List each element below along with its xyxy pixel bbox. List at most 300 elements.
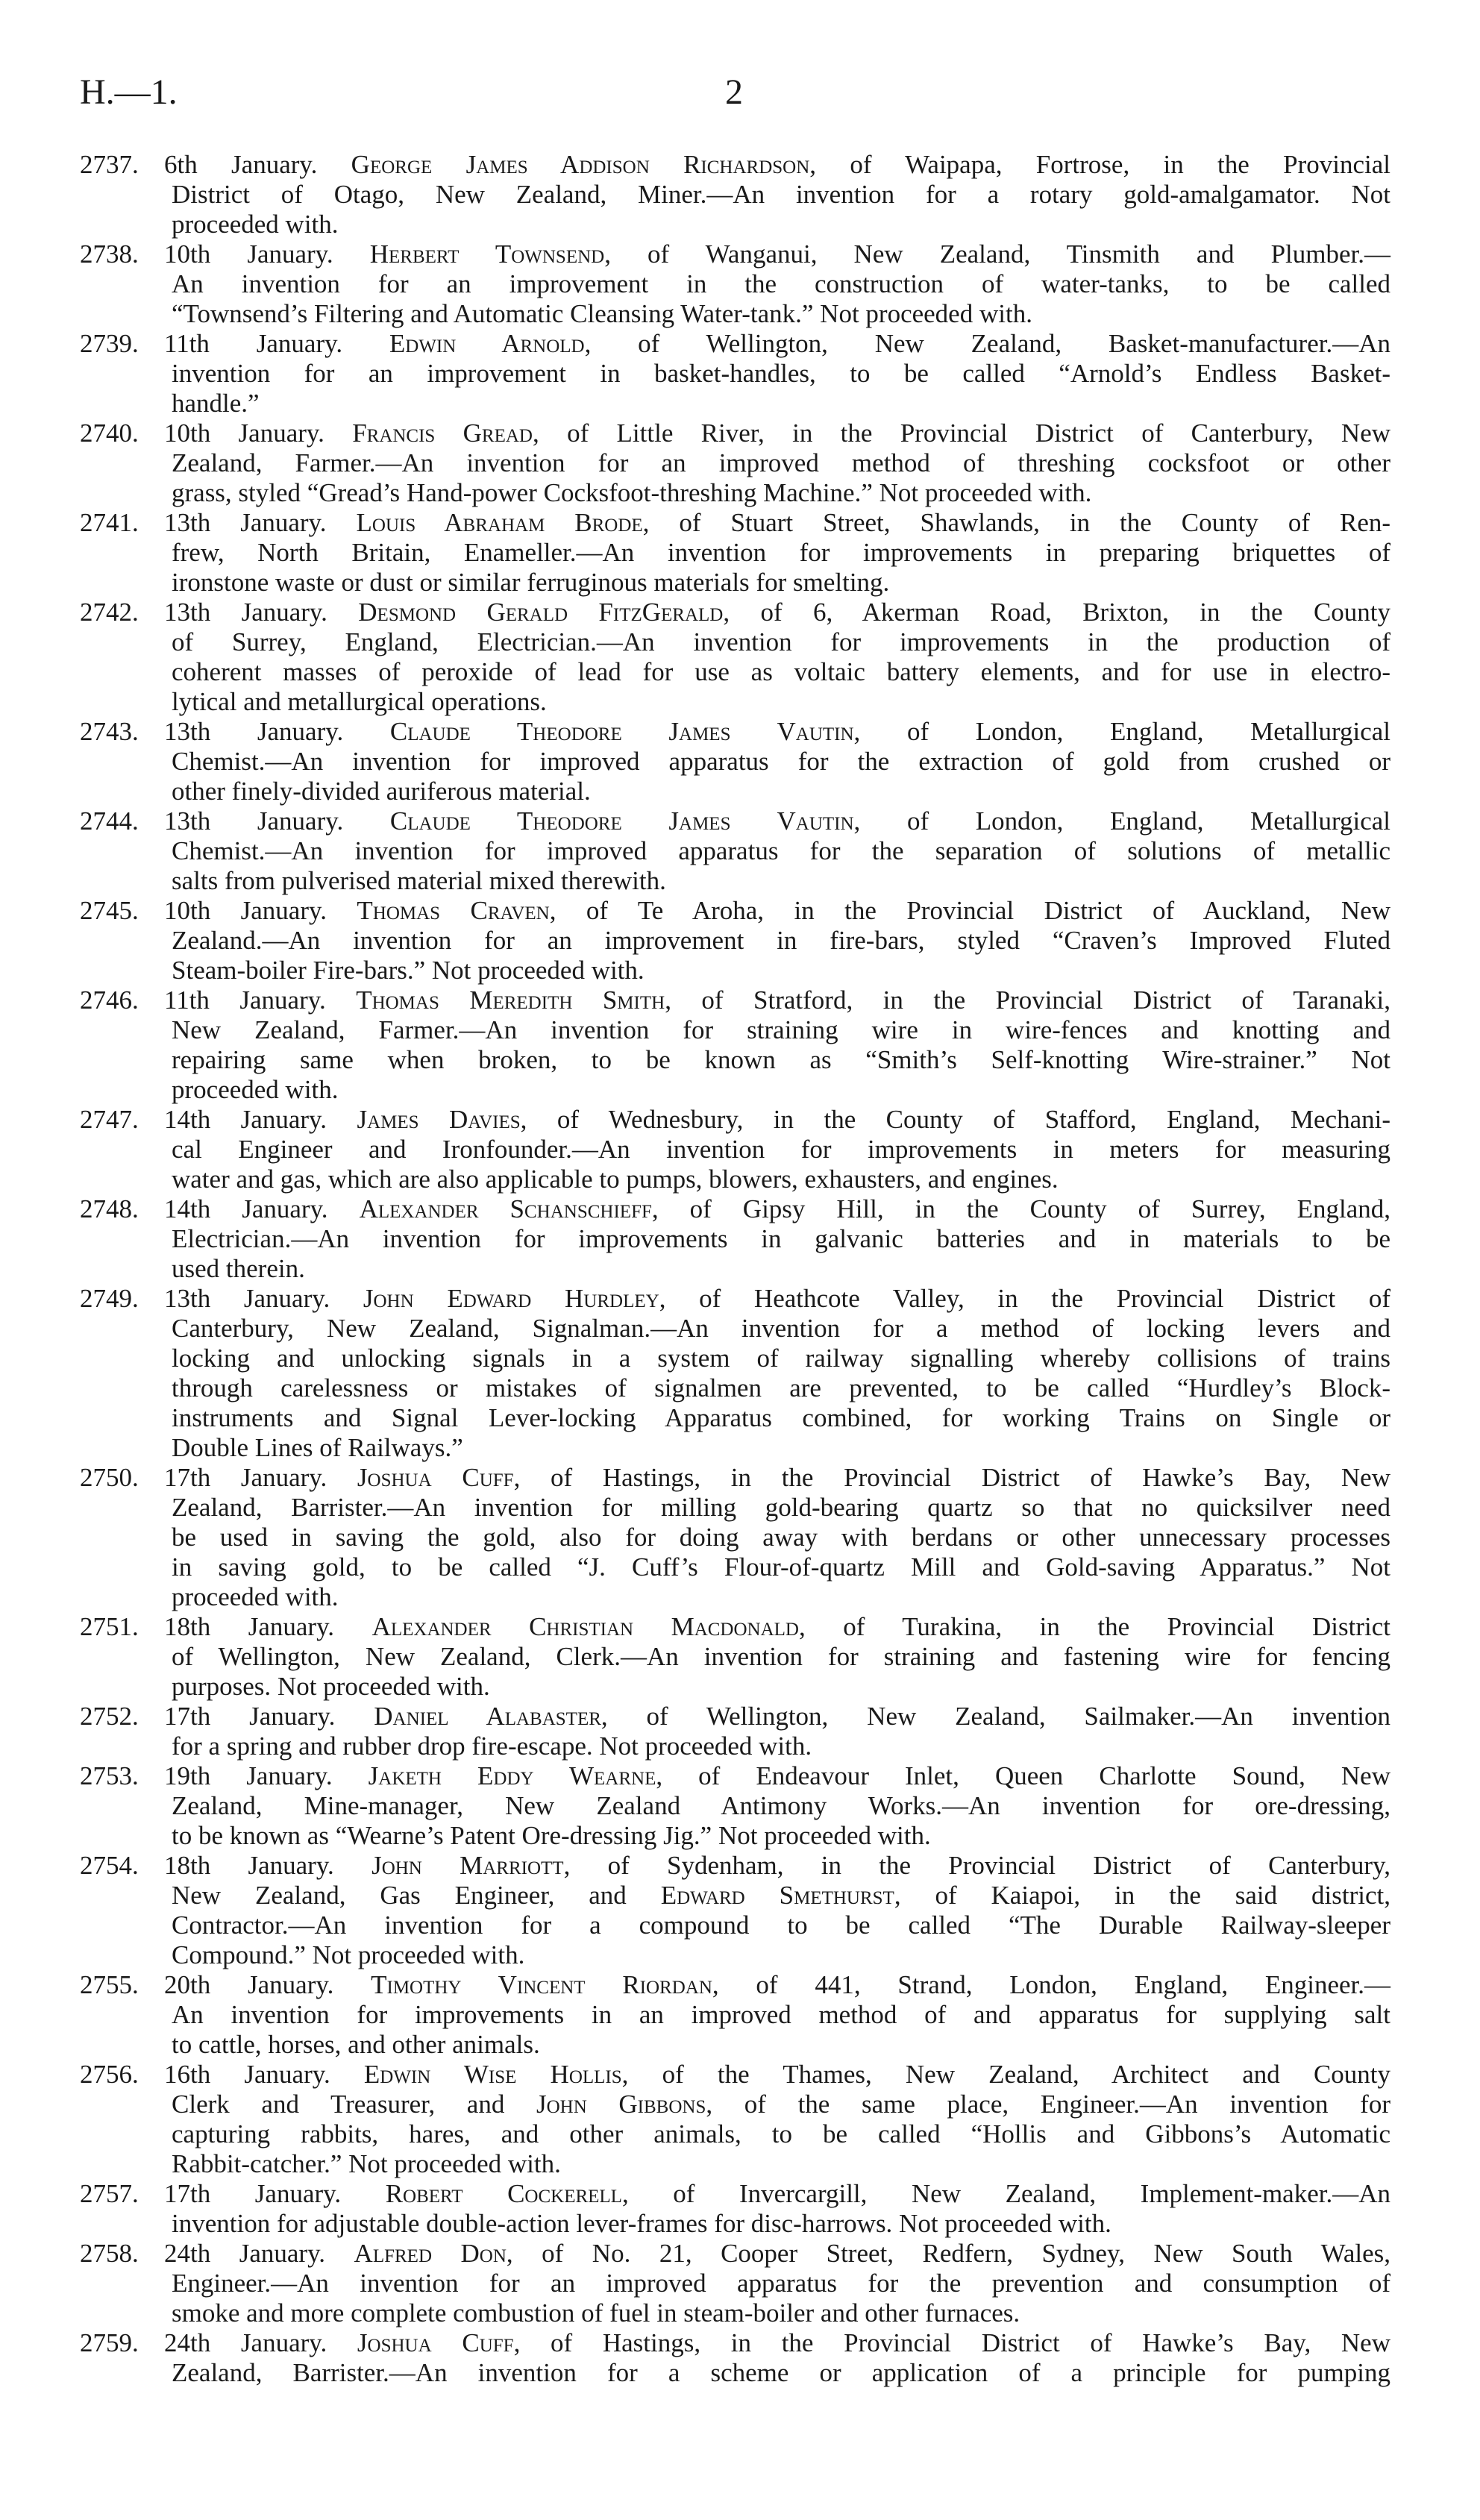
line-text — [164, 150, 1390, 180]
text-line — [80, 896, 1390, 926]
line-text — [164, 717, 1390, 747]
text-segment: of Wellington, New Zealand, Clerk.—An invention for straining and fastening wire for fencing — [172, 1642, 1390, 1671]
text-segment: , of London, England, Metallurgical — [853, 806, 1390, 836]
text-segment: , of Turakina, in the Provincial District — [798, 1612, 1390, 1641]
text-segment: 20th January. — [164, 1970, 371, 1999]
text-line — [80, 419, 1390, 448]
text-segment: , of Hastings, in the Provincial District of Hawke’s Bay, New — [513, 1463, 1390, 1492]
text-segment: Chemist.—An invention for improved apparatus for the separation of solutions of metallic — [172, 836, 1390, 865]
text-segment: used therein. — [172, 1254, 305, 1283]
text-line — [80, 359, 1390, 389]
text-segment: Canterbury, New Zealand, Signalman.—An invention for a method of locking levers and — [172, 1314, 1390, 1343]
line-text — [164, 508, 1390, 538]
text-line — [80, 1194, 1390, 1224]
text-segment: proceeded with. — [172, 1582, 339, 1611]
text-segment: 6th January. — [164, 150, 351, 179]
line-text — [172, 1911, 1390, 1940]
line-text — [172, 1433, 1390, 1463]
line-text — [172, 1224, 1390, 1254]
line-text — [164, 2179, 1390, 2209]
text-segment: for a spring and rubber drop fire-escape. Not proceeded with. — [172, 1731, 812, 1761]
text-segment: 13th January. — [164, 598, 359, 627]
text-line — [80, 150, 1390, 180]
line-text — [172, 1791, 1390, 1821]
line-text — [172, 1403, 1390, 1433]
text-segment: Contractor.—An invention for a compound to be called “The Durable Railway-sleeper — [172, 1911, 1390, 1940]
line-text — [164, 985, 1390, 1015]
text-segment: 11th January. — [164, 985, 357, 1015]
line-text — [172, 1582, 1390, 1612]
text-segment: Zealand.—An invention for an improvement in fire-bars, styled “Craven’s Improved Fluted — [172, 926, 1390, 955]
patent-entry — [80, 896, 1390, 985]
line-text — [172, 1552, 1390, 1582]
line-text — [164, 1284, 1390, 1314]
text-line — [80, 2358, 1390, 2388]
applicant-name: Joshua Cuff — [357, 1463, 514, 1492]
entry-number: 2738. — [80, 239, 139, 269]
text-segment: 24th January. — [164, 2328, 357, 2357]
entry-number: 2746. — [80, 985, 139, 1015]
text-segment: 16th January. — [164, 2060, 364, 2089]
entry-number: 2742. — [80, 598, 139, 627]
text-segment: instruments and Signal Lever-locking Apparatus combined, for working Trains on Single or — [172, 1403, 1390, 1432]
text-segment: capturing rabbits, hares, and other animals, to be called “Hollis and Gibbons’s Automatic — [172, 2119, 1390, 2148]
text-segment: Clerk and Treasurer, and — [172, 2090, 536, 2119]
text-line — [80, 239, 1390, 269]
text-segment: repairing same when broken, to be known as “Smith’s Self-knotting Wire-strainer.” Not — [172, 1045, 1390, 1074]
text-line — [80, 866, 1390, 896]
text-line — [80, 2000, 1390, 2030]
line-text — [172, 2149, 1390, 2179]
entry-number: 2756. — [80, 2060, 139, 2089]
entry-number: 2737. — [80, 150, 139, 179]
text-segment: Zealand, Barrister.—An invention for milling gold-bearing quartz so that no quicksilver need — [172, 1493, 1390, 1522]
applicant-name: Herbert Townsend — [369, 239, 605, 269]
text-line — [80, 1731, 1390, 1761]
line-text — [164, 239, 1390, 269]
line-text — [172, 1045, 1390, 1075]
line-text — [172, 836, 1390, 866]
text-segment: Zealand, Barrister.—An invention for a scheme or application of a principle for pumping — [172, 2358, 1390, 2387]
entry-number: 2758. — [80, 2239, 139, 2268]
line-text — [164, 598, 1390, 627]
text-segment: , of Wednesbury, in the County of Stafford, England, Mechani- — [520, 1105, 1390, 1134]
text-segment: , of 441, Strand, London, England, Engineer.— — [712, 1970, 1390, 1999]
line-text — [164, 806, 1390, 836]
applicant-name: Joshua Cuff — [357, 2328, 514, 2357]
patent-entry — [80, 1194, 1390, 1284]
text-segment: , of Gipsy Hill, in the County of Surrey, England, — [651, 1194, 1391, 1223]
applicant-name: Timothy Vincent Riordan — [371, 1970, 712, 1999]
text-segment: be used in saving the gold, also for doing away with berdans or other unnecessary processes — [172, 1523, 1390, 1552]
line-text — [164, 1851, 1390, 1881]
patent-list — [80, 150, 1390, 2388]
line-text — [164, 2239, 1390, 2269]
text-line — [80, 538, 1390, 568]
line-text — [172, 2000, 1390, 2030]
line-text — [172, 269, 1390, 299]
patent-entry — [80, 598, 1390, 717]
patent-entry — [80, 1970, 1390, 2060]
line-text — [172, 2358, 1390, 2388]
line-text — [164, 1463, 1390, 1493]
text-segment: Zealand, Farmer.—An invention for an improved method of threshing cocksfoot or other — [172, 448, 1390, 477]
text-segment: , of Stratford, in the Provincial District of Taranaki, — [665, 985, 1391, 1015]
text-segment: lytical and metallurgical operations. — [172, 687, 547, 716]
entry-number: 2751. — [80, 1612, 139, 1641]
entry-number: 2754. — [80, 1851, 139, 1880]
text-segment: 11th January. — [164, 329, 389, 358]
text-line — [80, 1881, 1390, 1911]
text-segment: 24th January. — [164, 2239, 354, 2268]
patent-entry — [80, 1612, 1390, 1702]
entry-number: 2741. — [80, 508, 139, 537]
page-number: 2 — [725, 72, 743, 112]
text-segment: cal Engineer and Ironfounder.—An invention for improvements in meters for measuring — [172, 1135, 1390, 1164]
patent-entry — [80, 508, 1390, 598]
entry-number: 2744. — [80, 806, 139, 836]
text-segment: 14th January. — [164, 1105, 357, 1134]
text-segment: Engineer.—An invention for an improved apparatus for the prevention and consumption of — [172, 2269, 1390, 2298]
text-line — [80, 1761, 1390, 1791]
text-line — [80, 956, 1390, 985]
line-text — [172, 1672, 1390, 1702]
line-text — [172, 359, 1390, 389]
text-segment: purposes. Not proceeded with. — [172, 1672, 490, 1701]
text-line — [80, 2269, 1390, 2298]
line-text — [172, 210, 1390, 239]
text-segment: , of Stuart Street, Shawlands, in the County of Ren- — [642, 508, 1391, 537]
text-line — [80, 478, 1390, 508]
text-line — [80, 1135, 1390, 1165]
text-line — [80, 1344, 1390, 1373]
text-segment: , of Invercargill, New Zealand, Implement-maker.—An — [621, 2179, 1390, 2208]
applicant-name: Alexander Christian Macdonald — [371, 1612, 799, 1641]
line-text — [172, 1821, 1390, 1851]
text-line — [80, 1940, 1390, 1970]
text-line — [80, 2209, 1390, 2239]
text-segment: 18th January. — [164, 1851, 372, 1880]
patent-entry — [80, 2328, 1390, 2388]
text-segment: in saving gold, to be called “J. Cuff’s Flour-of-quartz Mill and Gold-saving Apparatus.” Not — [172, 1552, 1390, 1582]
text-line — [80, 2179, 1390, 2209]
text-line — [80, 777, 1390, 806]
text-line — [80, 1224, 1390, 1254]
line-text — [164, 419, 1390, 448]
text-line — [80, 180, 1390, 210]
line-text — [172, 2209, 1390, 2239]
patent-entry — [80, 806, 1390, 896]
applicant-name: Robert Cockerell — [385, 2179, 622, 2208]
patent-entry — [80, 1851, 1390, 1970]
text-line — [80, 2030, 1390, 2060]
line-text — [172, 1165, 1390, 1194]
text-segment: 18th January. — [164, 1612, 372, 1641]
applicant-name: Edward Smethurst — [660, 1881, 894, 1910]
text-line — [80, 1851, 1390, 1881]
text-line — [80, 568, 1390, 598]
line-text — [172, 1015, 1390, 1045]
text-segment: , of Little River, in the Provincial District of Canterbury, New — [533, 419, 1391, 448]
line-text — [172, 448, 1390, 478]
text-segment: locking and unlocking signals in a system of railway signalling whereby collisions of trains — [172, 1344, 1390, 1373]
text-segment: 19th January. — [164, 1761, 369, 1790]
line-text — [172, 1135, 1390, 1165]
entry-number: 2745. — [80, 896, 139, 925]
text-line — [80, 2328, 1390, 2358]
line-text — [164, 1105, 1390, 1135]
text-line — [80, 1045, 1390, 1075]
line-text — [172, 1940, 1390, 1970]
text-segment: proceeded with. — [172, 210, 339, 239]
line-text — [164, 2060, 1390, 2090]
text-segment: 13th January. — [164, 717, 390, 746]
applicant-name: James Davies — [357, 1105, 521, 1134]
text-segment: of Surrey, England, Electrician.—An invention for improvements in the production of — [172, 627, 1390, 656]
patent-entry — [80, 2239, 1390, 2328]
entry-number: 2739. — [80, 329, 139, 358]
text-segment: , of Sydenham, in the Provincial District of Canterbury, — [563, 1851, 1391, 1880]
text-segment: New Zealand, Farmer.—An invention for straining wire in wire-fences and knotting and — [172, 1015, 1390, 1044]
entry-number: 2748. — [80, 1194, 139, 1223]
text-segment: , of the Thames, New Zealand, Architect and County — [621, 2060, 1391, 2089]
text-segment: 14th January. — [164, 1194, 360, 1223]
text-line — [80, 836, 1390, 866]
line-text — [172, 1642, 1390, 1672]
text-segment: grass, styled “Gread’s Hand-power Cocksfoot-threshing Machine.” Not proceeded with. — [172, 478, 1092, 507]
applicant-name: George James Addison Richardson — [351, 150, 810, 179]
line-text — [164, 1194, 1390, 1224]
text-line — [80, 598, 1390, 627]
text-line — [80, 1672, 1390, 1702]
text-segment: proceeded with. — [172, 1075, 339, 1104]
text-segment: water and gas, which are also applicable to pumps, blowers, exhausters, and engines. — [172, 1165, 1059, 1194]
text-line — [80, 1314, 1390, 1344]
patent-entry — [80, 239, 1390, 329]
text-segment: , of the same place, Engineer.—An invention for — [706, 2090, 1390, 2119]
text-segment: 13th January. — [164, 1284, 363, 1313]
text-segment: An invention for an improvement in the construction of water-tanks, to be called — [172, 269, 1390, 298]
line-text — [172, 1075, 1390, 1105]
line-text — [172, 2030, 1390, 2060]
line-text — [172, 2119, 1390, 2149]
text-line — [80, 1702, 1390, 1731]
text-segment: 17th January. — [164, 1463, 357, 1492]
line-text — [172, 1731, 1390, 1761]
entry-number: 2755. — [80, 1970, 139, 1999]
entry-number: 2753. — [80, 1761, 139, 1790]
line-text — [164, 329, 1390, 359]
patent-entry — [80, 1761, 1390, 1851]
text-segment: , of Wellington, New Zealand, Basket-manufacturer.—An — [584, 329, 1390, 358]
text-line — [80, 1821, 1390, 1851]
text-line — [80, 1105, 1390, 1135]
applicant-name: Francis Gread — [352, 419, 533, 448]
applicant-name: Alfred Don — [354, 2239, 507, 2268]
text-segment: invention for an improvement in basket-handles, to be called “Arnold’s Endless Basket- — [172, 359, 1390, 388]
text-segment: , of Wanganui, New Zealand, Tinsmith and Plumber.— — [604, 239, 1390, 269]
entry-number: 2759. — [80, 2328, 139, 2357]
text-segment: , of Heathcote Valley, in the Provincial District of — [659, 1284, 1390, 1313]
text-line — [80, 1373, 1390, 1403]
line-text — [172, 956, 1390, 985]
text-segment: 13th January. — [164, 806, 390, 836]
line-text — [172, 1373, 1390, 1403]
text-segment: Zealand, Mine-manager, New Zealand Antimony Works.—An invention for ore-dressing, — [172, 1791, 1390, 1820]
text-segment: An invention for improvements in an improved method of and apparatus for supplying salt — [172, 2000, 1390, 2029]
text-line — [80, 687, 1390, 717]
text-line — [80, 717, 1390, 747]
text-line — [80, 1970, 1390, 2000]
text-line — [80, 2239, 1390, 2269]
applicant-name: Alexander Schanschieff — [359, 1194, 652, 1223]
patent-entry — [80, 2060, 1390, 2179]
text-segment: New Zealand, Gas Engineer, and — [172, 1881, 661, 1910]
text-segment: Double Lines of Railways.” — [172, 1433, 463, 1462]
applicant-name: Claude Theodore James Vautin — [389, 717, 854, 746]
applicant-name: Thomas Meredith Smith — [356, 985, 665, 1015]
applicant-name: Louis Abraham Brode — [356, 508, 643, 537]
text-line — [80, 1493, 1390, 1523]
applicant-name: John Gibbons — [536, 2090, 706, 2119]
line-text — [172, 1881, 1390, 1911]
text-segment: smoke and more complete combustion of fuel in steam-boiler and other furnaces. — [172, 2298, 1020, 2328]
text-line — [80, 299, 1390, 329]
line-text — [164, 2328, 1390, 2358]
applicant-name: Edwin Arnold — [389, 329, 585, 358]
text-segment: other finely-divided auriferous material. — [172, 777, 591, 806]
text-segment: invention for adjustable double-action lever-frames for disc-harrows. Not proceeded with. — [172, 2209, 1111, 2238]
text-line — [80, 2298, 1390, 2328]
line-text — [172, 747, 1390, 777]
text-line — [80, 1015, 1390, 1045]
entry-number: 2752. — [80, 1702, 139, 1731]
text-line — [80, 2119, 1390, 2149]
text-line — [80, 1612, 1390, 1642]
applicant-name: Jaketh Eddy Wearne — [368, 1761, 656, 1790]
patent-entry — [80, 150, 1390, 239]
text-segment: , of Endeavour Inlet, Queen Charlotte Sound, New — [656, 1761, 1390, 1790]
text-segment: , of Kaiapoi, in the said district, — [894, 1881, 1390, 1910]
line-text — [172, 627, 1390, 657]
line-text — [172, 2298, 1390, 2328]
text-line — [80, 1403, 1390, 1433]
text-segment: 10th January. — [164, 896, 357, 925]
text-line — [80, 1433, 1390, 1463]
text-segment: Steam-boiler Fire-bars.” Not proceeded with. — [172, 956, 645, 985]
text-segment: to be known as “Wearne’s Patent Ore-dressing Jig.” Not proceeded with. — [172, 1821, 931, 1850]
patent-entry — [80, 1702, 1390, 1761]
text-line — [80, 210, 1390, 239]
text-segment: Rabbit-catcher.” Not proceeded with. — [172, 2149, 561, 2178]
line-text — [172, 478, 1390, 508]
text-segment: 13th January. — [164, 508, 357, 537]
line-text — [172, 299, 1390, 329]
line-text — [164, 1612, 1390, 1642]
entry-number: 2749. — [80, 1284, 139, 1313]
line-text — [172, 389, 1390, 419]
text-segment: 10th January. — [164, 419, 353, 448]
patent-entry — [80, 717, 1390, 806]
document-series-label: H.—1. — [80, 72, 178, 112]
applicant-name: Claude Theodore James Vautin — [389, 806, 854, 836]
line-text — [172, 1523, 1390, 1552]
text-segment: handle.” — [172, 389, 260, 418]
line-text — [172, 657, 1390, 687]
text-segment: , of 6, Akerman Road, Brixton, in the County — [723, 598, 1391, 627]
text-segment: Compound.” Not proceeded with. — [172, 1940, 525, 1969]
text-segment: , of Te Aroha, in the Provincial District of Auckland, New — [549, 896, 1391, 925]
text-line — [80, 2090, 1390, 2119]
text-line — [80, 1284, 1390, 1314]
text-line — [80, 806, 1390, 836]
text-line — [80, 1911, 1390, 1940]
text-segment: , of Waipapa, Fortrose, in the Provincial — [809, 150, 1390, 179]
text-line — [80, 2149, 1390, 2179]
line-text — [172, 1314, 1390, 1344]
entry-number: 2757. — [80, 2179, 139, 2208]
text-segment: District of Otago, New Zealand, Miner.—An invention for a rotary gold-amalgamator. Not — [172, 180, 1390, 209]
entry-number: 2740. — [80, 419, 139, 448]
line-text — [172, 1254, 1390, 1284]
text-line — [80, 1254, 1390, 1284]
patent-entry — [80, 1284, 1390, 1463]
line-text — [172, 687, 1390, 717]
line-text — [164, 1970, 1390, 2000]
line-text — [172, 568, 1390, 598]
text-line — [80, 508, 1390, 538]
text-line — [80, 1642, 1390, 1672]
text-segment: ironstone waste or dust or similar ferruginous materials for smelting. — [172, 568, 890, 597]
text-line — [80, 448, 1390, 478]
line-text — [172, 2269, 1390, 2298]
text-segment: 17th January. — [164, 1702, 374, 1731]
text-segment: , of No. 21, Cooper Street, Redfern, Sydney, New South Wales, — [506, 2239, 1390, 2268]
line-text — [172, 926, 1390, 956]
line-text — [172, 1344, 1390, 1373]
patent-entry — [80, 1463, 1390, 1612]
applicant-name: Desmond Gerald FitzGerald — [358, 598, 724, 627]
entry-number: 2743. — [80, 717, 139, 746]
text-segment: , of Hastings, in the Provincial District of Hawke’s Bay, New — [513, 2328, 1390, 2357]
applicant-name: Daniel Alabaster — [374, 1702, 601, 1731]
text-line — [80, 389, 1390, 419]
patent-entry — [80, 2179, 1390, 2239]
text-line — [80, 1582, 1390, 1612]
line-text — [164, 1702, 1390, 1731]
line-text — [172, 777, 1390, 806]
line-text — [172, 2090, 1390, 2119]
patent-entry — [80, 1105, 1390, 1194]
applicant-name: Thomas Craven — [357, 896, 550, 925]
text-line — [80, 1165, 1390, 1194]
text-line — [80, 1552, 1390, 1582]
patent-entry — [80, 329, 1390, 419]
text-segment: , of Wellington, New Zealand, Sailmaker.—An invention — [601, 1702, 1390, 1731]
line-text — [172, 180, 1390, 210]
entry-number: 2750. — [80, 1463, 139, 1492]
line-text — [172, 866, 1390, 896]
applicant-name: Edwin Wise Hollis — [363, 2060, 622, 2089]
text-segment: frew, North Britain, Enameller.—An invention for improvements in preparing briquettes of — [172, 538, 1390, 567]
text-segment: 10th January. — [164, 239, 370, 269]
patent-entry — [80, 985, 1390, 1105]
patent-entry — [80, 419, 1390, 508]
text-line — [80, 627, 1390, 657]
line-text — [164, 1761, 1390, 1791]
text-segment: Electrician.—An invention for improvements in galvanic batteries and in materials to be — [172, 1224, 1390, 1253]
text-segment: coherent masses of peroxide of lead for use as voltaic battery elements, and for use in electro- — [172, 657, 1390, 686]
